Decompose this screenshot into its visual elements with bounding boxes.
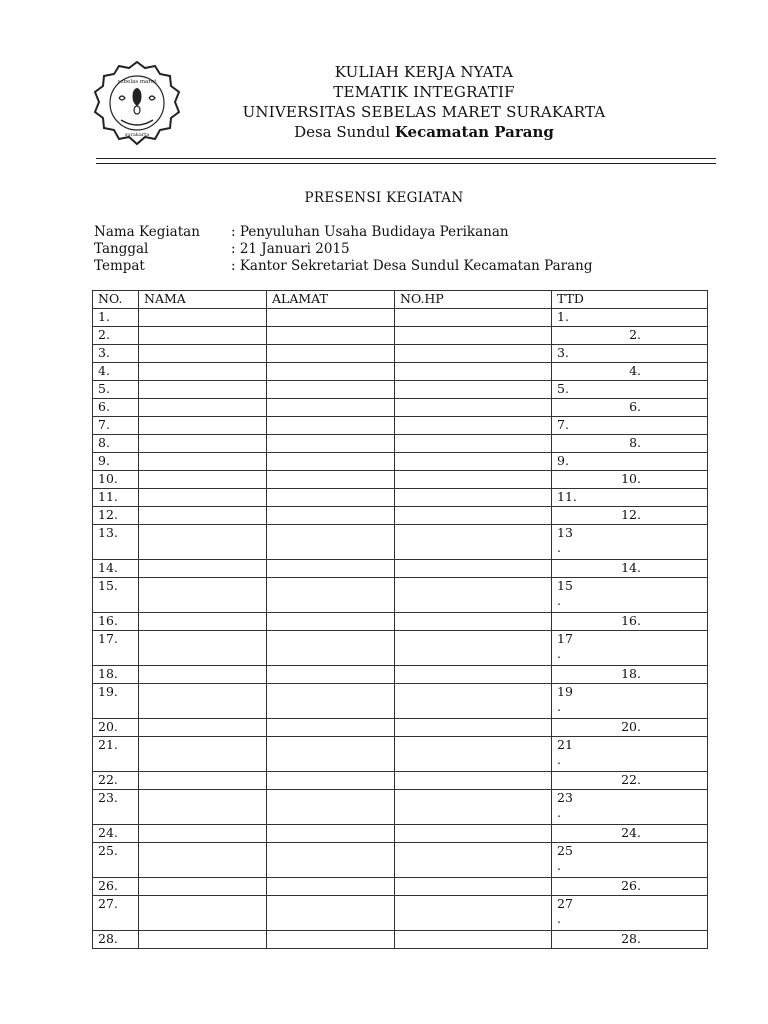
table-row [93, 896, 708, 931]
info-row-date [94, 241, 593, 258]
cell-signature[interactable] [552, 453, 708, 471]
svg-text:surakarta: surakarta [124, 132, 150, 138]
cell-name[interactable] [139, 417, 267, 435]
cell-address[interactable] [267, 381, 395, 399]
cell-phone[interactable] [395, 578, 552, 613]
cell-signature[interactable] [552, 878, 708, 896]
table-row [93, 525, 708, 560]
signature-number: 14. [621, 560, 641, 575]
table-row [93, 613, 708, 631]
cell-signature[interactable] [552, 363, 708, 381]
signature-number-dot: . [557, 858, 561, 873]
cell-signature[interactable] [552, 843, 708, 878]
university-seal-logo [91, 58, 183, 150]
cell-signature[interactable] [552, 560, 708, 578]
signature-number: 8. [629, 435, 641, 450]
cell-name[interactable] [139, 896, 267, 931]
header-line-2: TEMATIK INTEGRATIF [333, 83, 515, 101]
info-label: Tanggal [94, 241, 149, 257]
cell-name[interactable] [139, 327, 267, 345]
cell-signature[interactable] [552, 790, 708, 825]
table-row [93, 719, 708, 737]
cell-phone[interactable] [395, 327, 552, 345]
cell-address[interactable] [267, 525, 395, 560]
activity-info [94, 224, 593, 275]
signature-number: 18. [621, 666, 641, 681]
cell-address[interactable] [267, 790, 395, 825]
cell-name[interactable] [139, 825, 267, 843]
cell-phone[interactable] [395, 399, 552, 417]
cell-phone[interactable] [395, 471, 552, 489]
cell-no: 14. [93, 560, 139, 578]
signature-number: 12. [621, 507, 641, 522]
table-row [93, 399, 708, 417]
cell-phone[interactable] [395, 737, 552, 772]
cell-phone[interactable] [395, 684, 552, 719]
cell-name[interactable] [139, 345, 267, 363]
cell-signature[interactable] [552, 896, 708, 931]
signature-number: 26. [621, 878, 641, 893]
cell-phone[interactable] [395, 896, 552, 931]
cell-no: 20. [93, 719, 139, 737]
cell-no: 11. [93, 489, 139, 507]
cell-signature[interactable] [552, 737, 708, 772]
cell-phone[interactable] [395, 931, 552, 949]
cell-phone[interactable] [395, 417, 552, 435]
header-divider-bottom [96, 163, 716, 164]
cell-address[interactable] [267, 399, 395, 417]
cell-address[interactable] [267, 507, 395, 525]
cell-name[interactable] [139, 399, 267, 417]
cell-address[interactable] [267, 878, 395, 896]
header-divider-top [96, 158, 716, 159]
cell-address[interactable] [267, 345, 395, 363]
table-row [93, 772, 708, 790]
cell-no: 18. [93, 666, 139, 684]
table-row [93, 471, 708, 489]
cell-name[interactable] [139, 309, 267, 327]
cell-phone[interactable] [395, 825, 552, 843]
cell-signature[interactable] [552, 489, 708, 507]
document-title: PRESENSI KEGIATAN [304, 190, 464, 206]
cell-name[interactable] [139, 471, 267, 489]
cell-address[interactable] [267, 684, 395, 719]
cell-phone[interactable] [395, 613, 552, 631]
cell-no: 22. [93, 772, 139, 790]
col-header-no: NO. [93, 291, 139, 309]
cell-address[interactable] [267, 825, 395, 843]
signature-number: 13 [557, 525, 573, 540]
cell-signature[interactable] [552, 345, 708, 363]
signature-number: 7. [557, 417, 569, 432]
cell-signature[interactable] [552, 666, 708, 684]
cell-name[interactable] [139, 489, 267, 507]
signature-number: 2. [629, 327, 641, 342]
cell-address[interactable] [267, 613, 395, 631]
cell-name[interactable] [139, 560, 267, 578]
info-value: : 21 Januari 2015 [231, 241, 350, 257]
cell-name[interactable] [139, 613, 267, 631]
signature-number: 27 [557, 896, 573, 911]
table-row [93, 309, 708, 327]
cell-phone[interactable] [395, 345, 552, 363]
signature-number: 6. [629, 399, 641, 414]
col-header-name: NAMA [139, 291, 267, 309]
table-row [93, 666, 708, 684]
signature-number-dot: . [557, 699, 561, 714]
info-value: : Kantor Sekretariat Desa Sundul Kecamatan Parang [231, 258, 593, 274]
table-row [93, 631, 708, 666]
attendance-table [92, 290, 708, 949]
signature-number-dot: . [557, 646, 561, 661]
signature-number: 1. [557, 309, 569, 324]
cell-no: 17. [93, 631, 139, 666]
cell-signature[interactable] [552, 825, 708, 843]
cell-address[interactable] [267, 666, 395, 684]
cell-signature[interactable] [552, 613, 708, 631]
cell-no: 28. [93, 931, 139, 949]
cell-address[interactable] [267, 453, 395, 471]
cell-address[interactable] [267, 843, 395, 878]
table-row [93, 825, 708, 843]
signature-number: 19 [557, 684, 573, 699]
cell-no: 13. [93, 525, 139, 560]
col-header-phone: NO.HP [395, 291, 552, 309]
signature-number: 10. [621, 471, 641, 486]
cell-signature[interactable] [552, 399, 708, 417]
cell-address[interactable] [267, 737, 395, 772]
cell-phone[interactable] [395, 381, 552, 399]
cell-phone[interactable] [395, 525, 552, 560]
table-row [93, 363, 708, 381]
svg-text:sebelas maret: sebelas maret [117, 79, 157, 85]
cell-phone[interactable] [395, 489, 552, 507]
cell-no: 10. [93, 471, 139, 489]
cell-address[interactable] [267, 471, 395, 489]
table-row [93, 578, 708, 613]
signature-number-dot: . [557, 752, 561, 767]
signature-number: 25 [557, 843, 573, 858]
cell-address[interactable] [267, 435, 395, 453]
cell-name[interactable] [139, 878, 267, 896]
signature-number: 5. [557, 381, 569, 396]
cell-no: 19. [93, 684, 139, 719]
cell-address[interactable] [267, 719, 395, 737]
cell-signature[interactable] [552, 381, 708, 399]
info-row-place [94, 258, 593, 275]
cell-signature[interactable] [552, 417, 708, 435]
signature-number: 9. [557, 453, 569, 468]
cell-no: 12. [93, 507, 139, 525]
cell-name[interactable] [139, 453, 267, 471]
cell-address[interactable] [267, 417, 395, 435]
table-row [93, 417, 708, 435]
cell-phone[interactable] [395, 560, 552, 578]
cell-phone[interactable] [395, 878, 552, 896]
signature-number: 23 [557, 790, 573, 805]
table-row [93, 684, 708, 719]
cell-signature[interactable] [552, 471, 708, 489]
cell-phone[interactable] [395, 666, 552, 684]
cell-address[interactable] [267, 772, 395, 790]
table-row [93, 489, 708, 507]
cell-name[interactable] [139, 772, 267, 790]
cell-signature[interactable] [552, 435, 708, 453]
signature-number: 4. [629, 363, 641, 378]
table-row [93, 507, 708, 525]
cell-signature[interactable] [552, 525, 708, 560]
cell-no: 8. [93, 435, 139, 453]
cell-address[interactable] [267, 578, 395, 613]
cell-signature[interactable] [552, 684, 708, 719]
col-header-address: ALAMAT [267, 291, 395, 309]
table-row [93, 381, 708, 399]
cell-no: 1. [93, 309, 139, 327]
signature-number: 16. [621, 613, 641, 628]
table-row [93, 878, 708, 896]
table-row [93, 931, 708, 949]
signature-number: 21 [557, 737, 573, 752]
signature-number: 3. [557, 345, 569, 360]
cell-no: 16. [93, 613, 139, 631]
cell-name[interactable] [139, 525, 267, 560]
signature-number: 28. [621, 931, 641, 946]
cell-signature[interactable] [552, 631, 708, 666]
cell-no: 21. [93, 737, 139, 772]
cell-address[interactable] [267, 489, 395, 507]
cell-address[interactable] [267, 931, 395, 949]
cell-no: 4. [93, 363, 139, 381]
cell-signature[interactable] [552, 719, 708, 737]
header-line-3: UNIVERSITAS SEBELAS MARET SURAKARTA [242, 103, 606, 121]
cell-phone[interactable] [395, 843, 552, 878]
cell-no: 24. [93, 825, 139, 843]
cell-no: 27. [93, 896, 139, 931]
cell-no: 5. [93, 381, 139, 399]
cell-phone[interactable] [395, 772, 552, 790]
info-label: Nama Kegiatan [94, 224, 200, 240]
cell-phone[interactable] [395, 309, 552, 327]
signature-number: 15 [557, 578, 573, 593]
cell-address[interactable] [267, 327, 395, 345]
cell-phone[interactable] [395, 631, 552, 666]
cell-no: 26. [93, 878, 139, 896]
cell-no: 9. [93, 453, 139, 471]
signature-number: 22. [621, 772, 641, 787]
cell-name[interactable] [139, 684, 267, 719]
cell-name[interactable] [139, 737, 267, 772]
signature-number: 17 [557, 631, 573, 646]
cell-no: 2. [93, 327, 139, 345]
cell-signature[interactable] [552, 931, 708, 949]
cell-phone[interactable] [395, 719, 552, 737]
cell-phone[interactable] [395, 363, 552, 381]
table-row [93, 560, 708, 578]
cell-phone[interactable] [395, 435, 552, 453]
signature-number-dot: . [557, 805, 561, 820]
cell-name[interactable] [139, 381, 267, 399]
cell-no: 15. [93, 578, 139, 613]
info-label: Tempat [94, 258, 145, 274]
header-line-1: KULIAH KERJA NYATA [334, 63, 514, 81]
signature-number: 24. [621, 825, 641, 840]
table-row [93, 790, 708, 825]
cell-address[interactable] [267, 560, 395, 578]
cell-name[interactable] [139, 666, 267, 684]
header-district: Kecamatan Parang [394, 123, 554, 141]
col-header-signature: TTD [552, 291, 708, 309]
cell-name[interactable] [139, 507, 267, 525]
table-row [93, 435, 708, 453]
cell-name[interactable] [139, 435, 267, 453]
table-row [93, 453, 708, 471]
signature-number-dot: . [557, 540, 561, 555]
cell-no: 23. [93, 790, 139, 825]
info-value: : Penyuluhan Usaha Budidaya Perikanan [231, 224, 509, 240]
table-row [93, 345, 708, 363]
signature-number: 11. [557, 489, 577, 504]
table-body [93, 309, 708, 949]
cell-phone[interactable] [395, 507, 552, 525]
table-row [93, 327, 708, 345]
cell-signature[interactable] [552, 309, 708, 327]
signature-number-dot: . [557, 911, 561, 926]
cell-address[interactable] [267, 363, 395, 381]
cell-name[interactable] [139, 790, 267, 825]
header-village: Desa Sundul [294, 123, 391, 141]
table-row [93, 737, 708, 772]
cell-name[interactable] [139, 631, 267, 666]
cell-no: 25. [93, 843, 139, 878]
cell-phone[interactable] [395, 453, 552, 471]
cell-signature[interactable] [552, 578, 708, 613]
signature-number-dot: . [557, 593, 561, 608]
cell-name[interactable] [139, 719, 267, 737]
cell-address[interactable] [267, 896, 395, 931]
cell-name[interactable] [139, 843, 267, 878]
table-row [93, 843, 708, 878]
cell-signature[interactable] [552, 772, 708, 790]
header-line-4 [190, 122, 658, 142]
cell-name[interactable] [139, 363, 267, 381]
letterhead [190, 62, 658, 142]
cell-no: 3. [93, 345, 139, 363]
cell-signature[interactable] [552, 507, 708, 525]
cell-signature[interactable] [552, 327, 708, 345]
info-row-activity [94, 224, 593, 241]
signature-number: 20. [621, 719, 641, 734]
cell-address[interactable] [267, 631, 395, 666]
cell-phone[interactable] [395, 790, 552, 825]
cell-name[interactable] [139, 931, 267, 949]
cell-no: 6. [93, 399, 139, 417]
cell-address[interactable] [267, 309, 395, 327]
cell-name[interactable] [139, 578, 267, 613]
cell-no: 7. [93, 417, 139, 435]
table-header-row [93, 291, 708, 309]
